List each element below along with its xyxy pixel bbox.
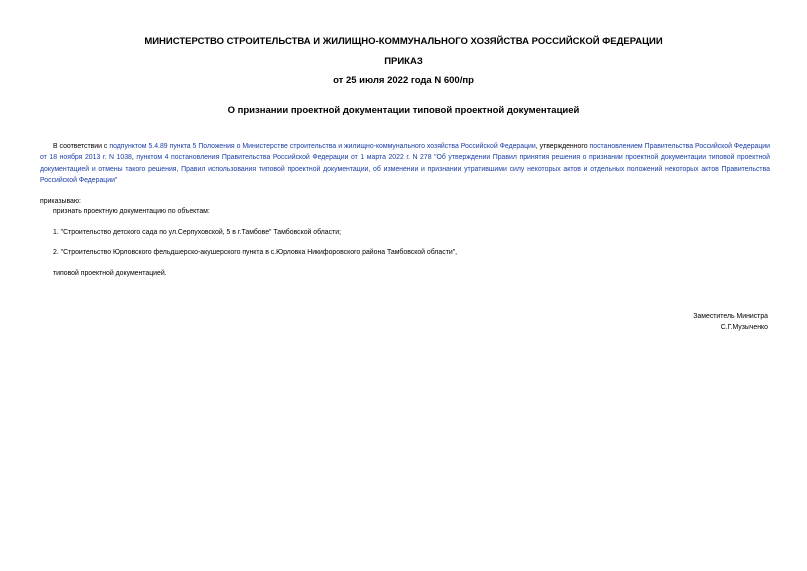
ministry-heading: МИНИСТЕРСТВО СТРОИТЕЛЬСТВА И ЖИЛИЩНО-КОММУНАЛЬНОГО ХОЗЯЙСТВА РОССИЙСКОЙ ФЕДЕРАЦИИ — [144, 36, 663, 47]
list-item: 2. "Строительство Юрловского фельдшерско-акушерского пункта в с.Юрловка Никифоровского района Тамбовской области", — [53, 249, 458, 256]
list-item: 1. "Строительство детского сада по ул.Серпуховской, 5 в г.Тамбове" Тамбовской области; — [53, 229, 341, 236]
signatory-position: Заместитель Министра — [693, 313, 768, 320]
preamble-paragraph — [40, 141, 770, 187]
link-government-decree-1038[interactable]: постановлением Правительства Российской Федерации от 18 ноября 2013 г. N 1038 — [40, 143, 771, 162]
link-regulation-subclause[interactable]: подпунктом 5.4.89 пункта 5 Положения о Министерстве строительства и жилищно-коммунального хозяйства Российской Федерации — [109, 143, 536, 150]
order-word: приказываю: — [40, 198, 81, 205]
preamble-text-2: , утвержденного — [535, 143, 590, 150]
order-conclusion: типовой проектной документацией. — [53, 270, 167, 277]
link-government-decree-278[interactable]: пунктом 4 постановления Правительства Российской Федерации от 1 марта 2022 г. N 278 "Об утверждении Правил принятия решения о признании проектной документации типовой проектной документацией и отмены такого решения, Правил использования типовой проектной документации, об изменении и признании утратившими силу некоторых актов и отдельных положений некоторых актов Правительства Российской Федерации" — [40, 154, 770, 185]
document-date-number: от 25 июля 2022 года N 600/пр — [333, 75, 474, 86]
signatory-name: С.Г.Музыченко — [720, 324, 768, 331]
document-title: О признании проектной документации типовой проектной документацией — [227, 105, 580, 116]
order-clause: признать проектную документацию по объектам: — [53, 208, 210, 215]
preamble-text-3: , — [131, 154, 137, 162]
document-type: ПРИКАЗ — [384, 56, 423, 67]
preamble-text-1: В соответствии с — [53, 143, 110, 150]
